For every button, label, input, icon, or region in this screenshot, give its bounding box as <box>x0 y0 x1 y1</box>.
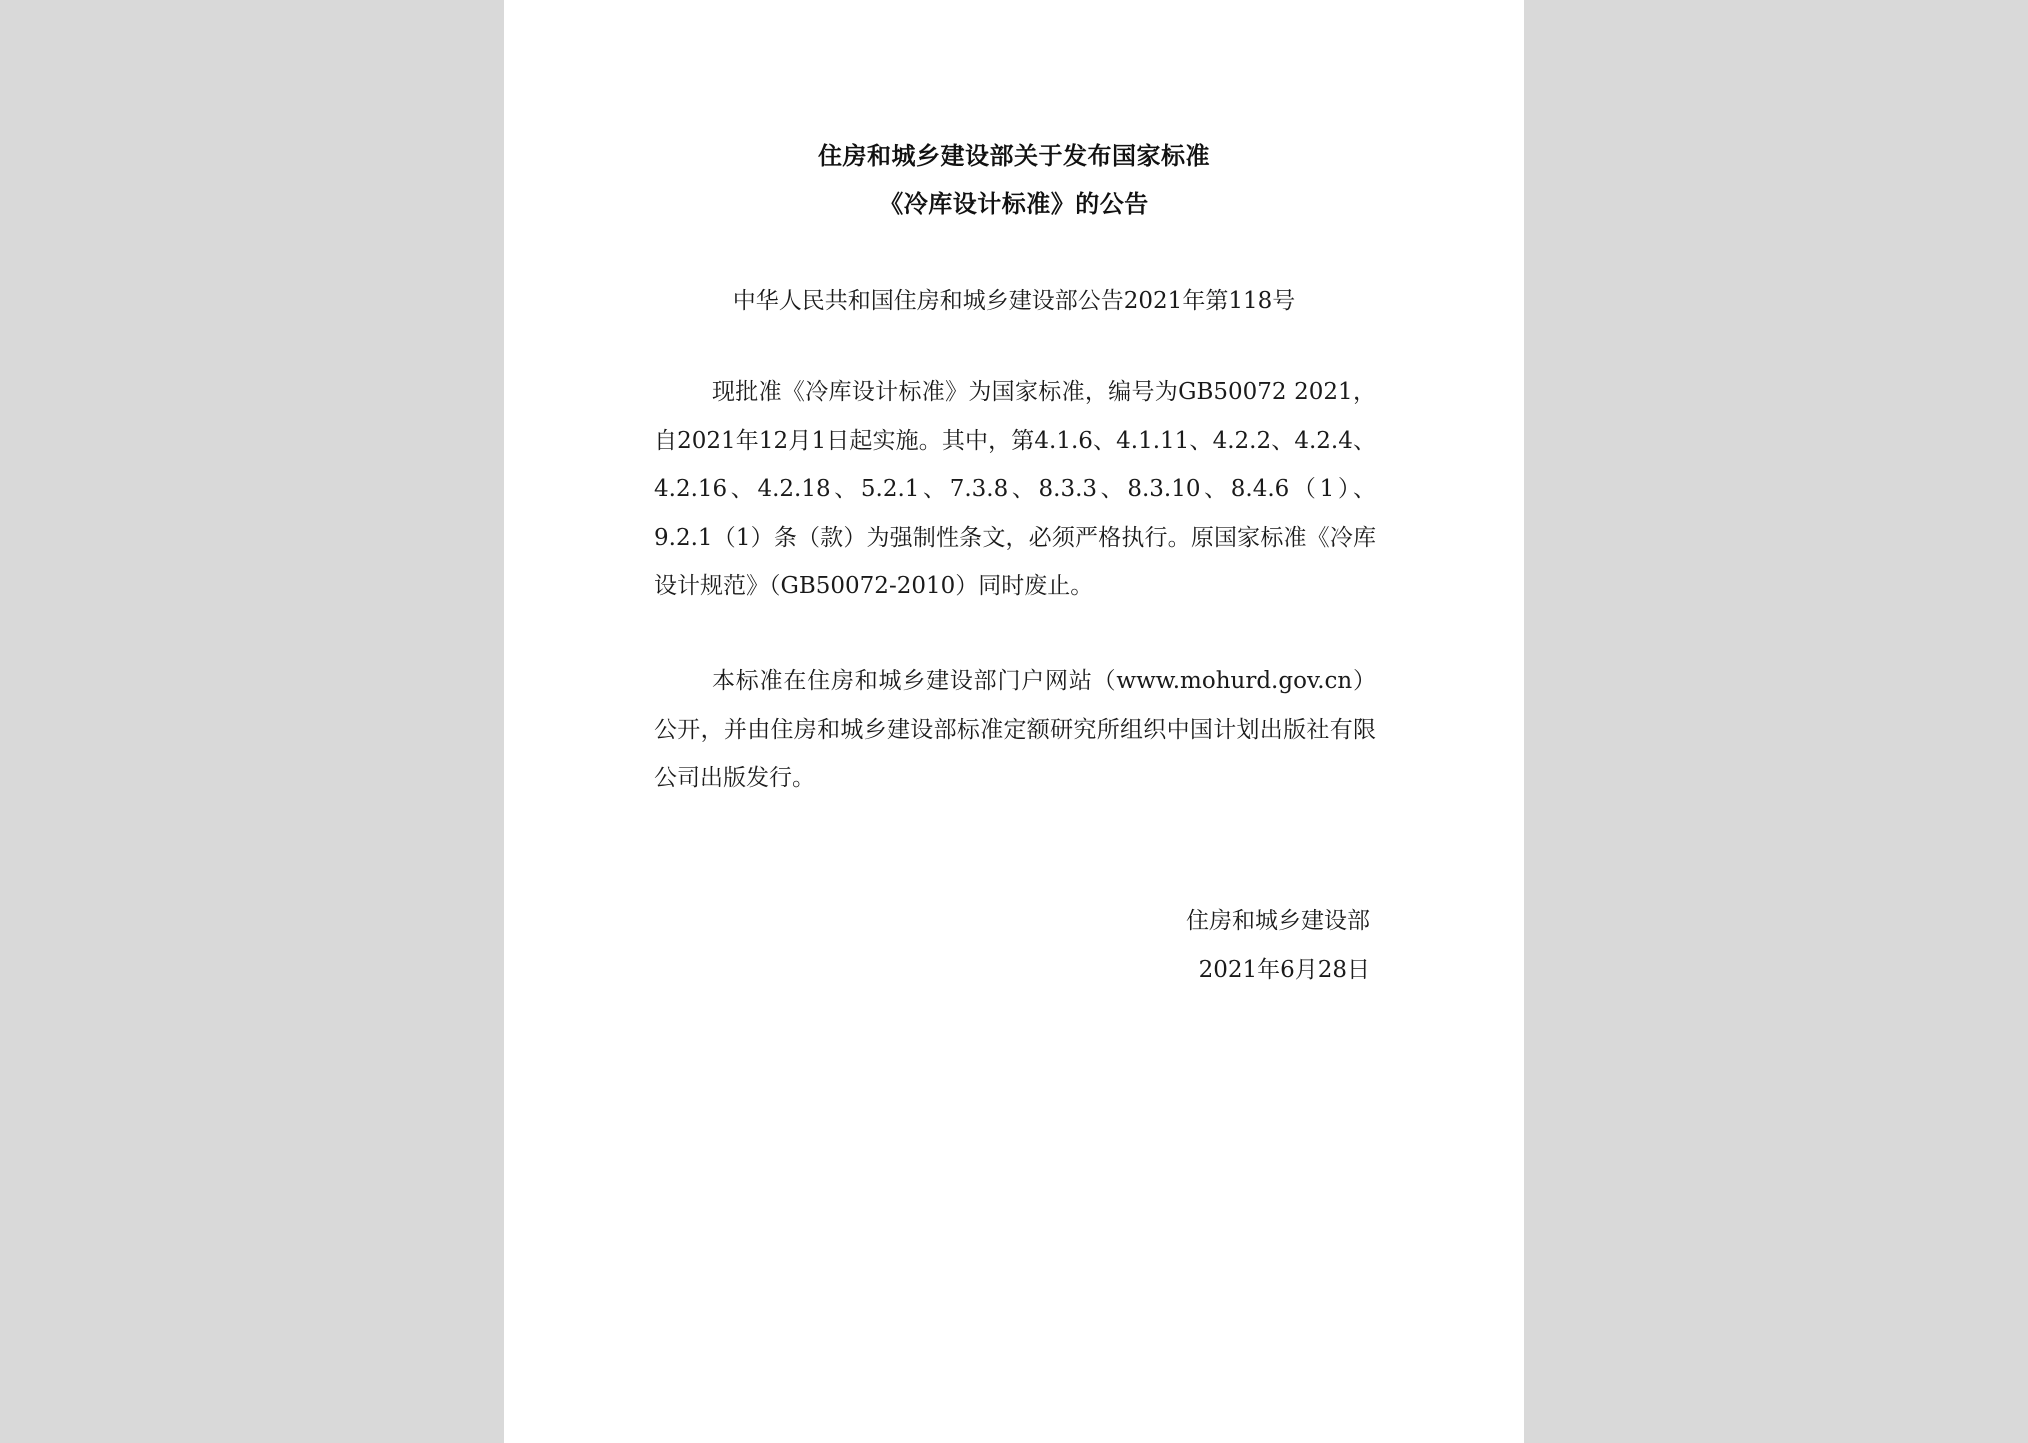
body-paragraph-approval <box>654 368 1376 611</box>
signature-date: 2021年6月28日 <box>1198 957 1370 983</box>
announcement-number: 中华人民共和国住房和城乡建设部公告2021年第118号 <box>732 288 1296 314</box>
signature-organization: 住房和城乡建设部 <box>1186 908 1370 934</box>
announcement-title-line-2: 《冷库设计标准》的公告 <box>879 189 1149 218</box>
announcement-title-line-1: 住房和城乡建设部关于发布国家标准 <box>818 141 1210 170</box>
document-page <box>504 0 1524 1443</box>
body-paragraph-approval-text: 现批准《冷库设计标准》为国家标准，编号为GB50072 2021，自2021年12月1日起实施。其中，第4.1.6、4.1.11、4.2.2、4.2.4、4.2.16、4.2.18、5.2.1、7.3.8、8.3.3、8.3.10、8.4.6（1）、9.2.1（1）条（款）为强制性条文，必须严格执行。原国家标准《冷库设计规范》（GB50072-2010）同时废止。 <box>654 379 1376 599</box>
body-paragraph-publication-text: 本标准在住房和城乡建设部门户网站（www.mohurd.gov.cn）公开，并由住房和城乡建设部标准定额研究所组织中国计划出版社有限公司出版发行。 <box>654 668 1376 791</box>
body-paragraph-publication <box>654 657 1376 803</box>
